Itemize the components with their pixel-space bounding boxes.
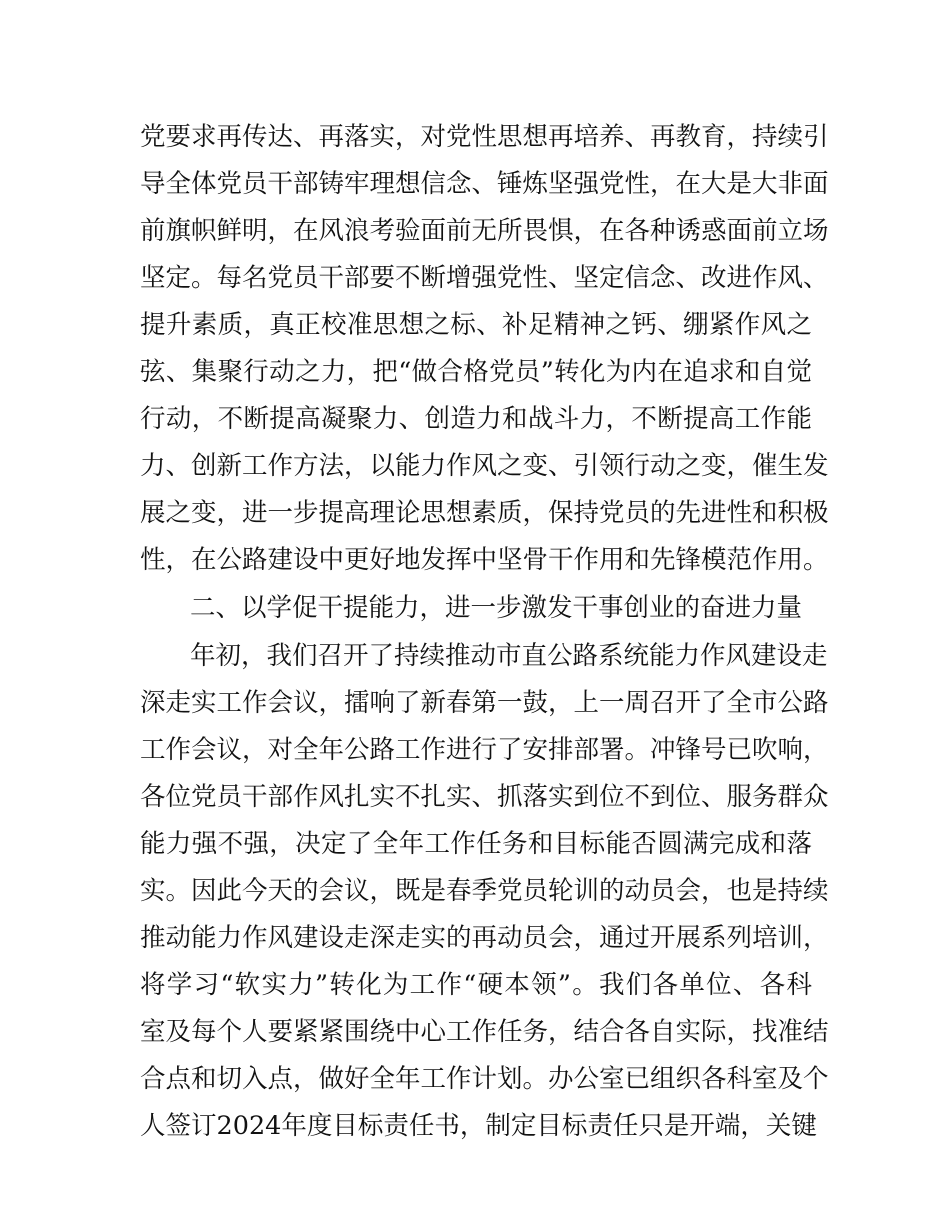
paragraph-line: 将学习“软实力”转化为工作“硬本领”。我们各单位、各科 bbox=[140, 970, 812, 1000]
paragraph-line: 行动，不断提高凝聚力、创造力和战斗力，不断提高工作能 bbox=[140, 404, 812, 434]
paragraph-line: 力、创新工作方法，以能力作风之变、引领行动之变，催生发 bbox=[140, 451, 829, 481]
section-heading: 二、以学促干提能力，进一步激发干事创业的奋进力量 bbox=[190, 593, 803, 623]
paragraph-line: 性，在公路建设中更好地发挥中坚骨干作用和先锋模范作用。 bbox=[140, 545, 829, 575]
paragraph-line: 坚定。每名党员干部要不断增强党性、坚定信念、改进作风、 bbox=[140, 263, 829, 293]
paragraph-line: 弦、集聚行动之力，把“做合格党员”转化为内在追求和自觉 bbox=[140, 357, 812, 387]
paragraph-line: 工作会议，对全年公路工作进行了安排部署。冲锋号已吹响， bbox=[140, 735, 829, 765]
paragraph-line: 能力强不强，决定了全年工作任务和目标能否圆满完成和落 bbox=[140, 829, 812, 859]
paragraph-line: 实。因此今天的会议，既是春季党员轮训的动员会，也是持续 bbox=[140, 876, 829, 906]
paragraph-line: 各位党员干部作风扎实不扎实、抓落实到位不到位、服务群众 bbox=[140, 782, 829, 812]
paragraph-line: 人签订2024年度目标责任书，制定目标责任只是开端，关键 bbox=[140, 1111, 817, 1141]
paragraph-line: 党要求再传达、再落实，对党性思想再培养、再教育，持续引 bbox=[140, 122, 829, 152]
paragraph-line: 提升素质，真正校准思想之标、补足精神之钙、绷紧作风之 bbox=[140, 310, 812, 340]
paragraph-line: 导全体党员干部铸牢理想信念、锤炼坚强党性，在大是大非面 bbox=[140, 169, 829, 199]
paragraph-line: 前旗帜鲜明，在风浪考验面前无所畏惧，在各种诱惑面前立场 bbox=[140, 216, 829, 246]
paragraph-line: 深走实工作会议，擂响了新春第一鼓，上一周召开了全市公路 bbox=[140, 688, 829, 718]
paragraph-line: 推动能力作风建设走深走实的再动员会，通过开展系列培训， bbox=[140, 923, 829, 953]
paragraph-line: 年初，我们召开了持续推动市直公路系统能力作风建设走 bbox=[190, 641, 828, 671]
paragraph-line: 室及每个人要紧紧围绕中心工作任务，结合各自实际，找准结 bbox=[140, 1017, 829, 1047]
paragraph-line: 合点和切入点，做好全年工作计划。办公室已组织各科室及个 bbox=[140, 1064, 829, 1094]
paragraph-line: 展之变，进一步提高理论思想素质，保持党员的先进性和积极 bbox=[140, 498, 829, 528]
